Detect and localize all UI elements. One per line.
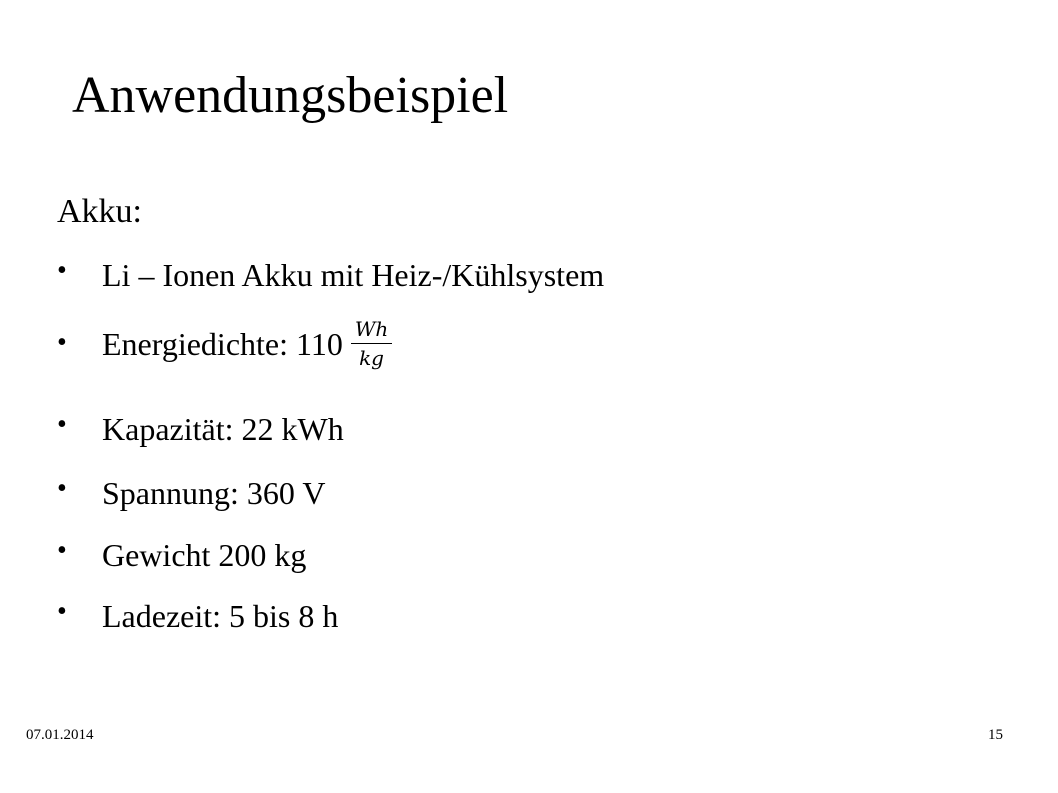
bullet-dot-icon: • [57, 255, 67, 286]
bullet-dot-icon: • [57, 535, 67, 566]
bullet-text: Ladezeit: 5 bis 8 h [102, 598, 339, 634]
footer-date: 07.01.2014 [26, 727, 94, 743]
bullet-dot-icon: • [57, 409, 67, 440]
page-number: 15 [988, 727, 1003, 743]
bullet-dot-icon: • [57, 596, 67, 627]
slide-title: Anwendungsbeispiel [72, 67, 509, 124]
bullet-dot-icon: • [57, 327, 67, 358]
bullet-text: Kapazität: 22 kWh [102, 411, 344, 447]
bullet-text: Energiedichte: 110 [102, 325, 343, 362]
bullet-text: Spannung: 360 V [102, 475, 326, 511]
bullet-text: Li – Ionen Akku mit Heiz-/Kühlsystem [102, 257, 605, 293]
section-heading: Akku: [57, 193, 142, 230]
bullet-text-with-fraction [102, 319, 392, 368]
bullet-text: Gewicht 200 kg [102, 537, 307, 573]
fraction-numerator: Wh [351, 319, 392, 344]
bullet-dot-icon: • [57, 473, 67, 504]
unit-fraction [351, 319, 392, 368]
fraction-denominator: kg [359, 346, 384, 370]
